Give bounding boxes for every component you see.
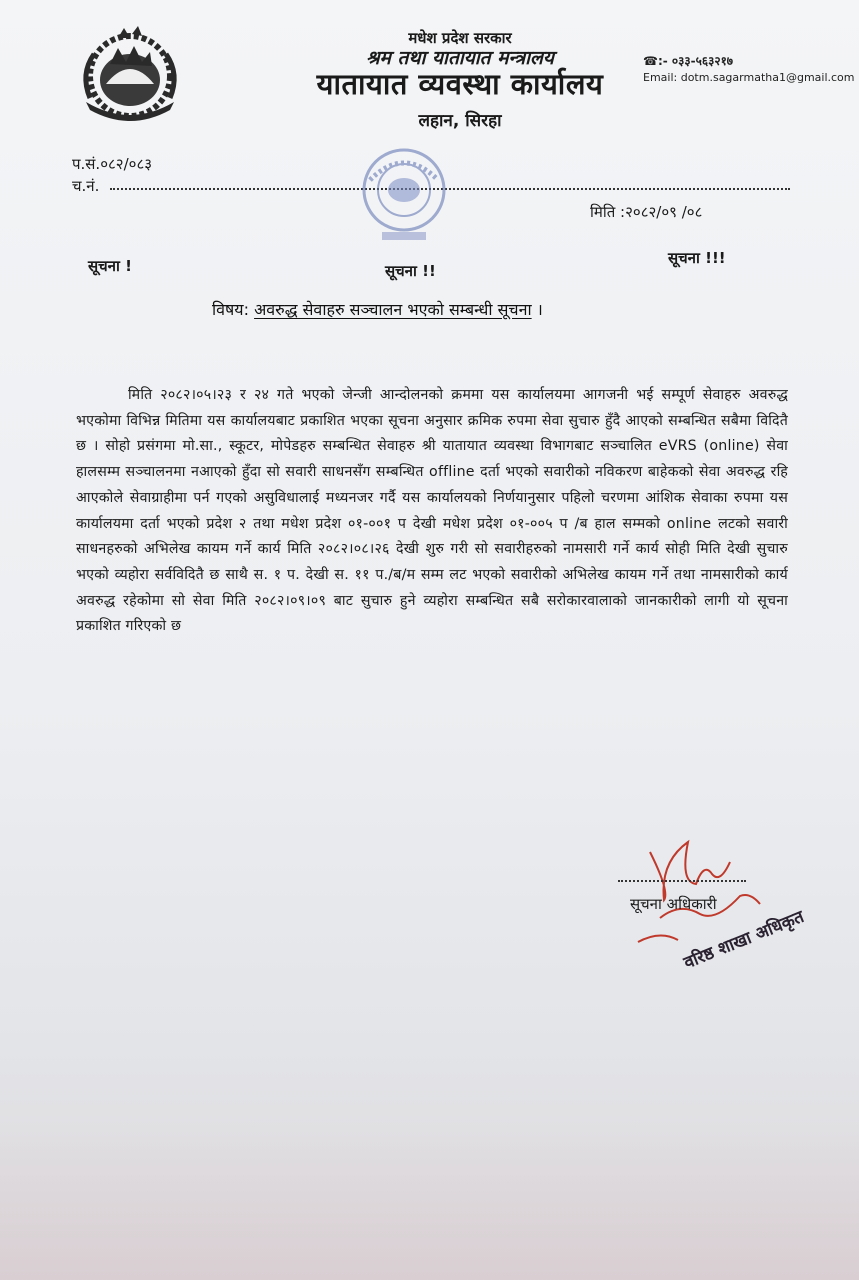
subject-text: अवरुद्ध सेवाहरु सञ्चालन भएको सम्बन्धी सूचना	[254, 300, 532, 319]
office-seal-icon	[358, 140, 450, 248]
notice-body: मिति २०८२।०५।२३ र २४ गते भएको जेन्जी आन्दोलनको क्रममा यस कार्यालयमा आगजनी भई सम्पूर्ण सेवाहरु अवरुद्ध भएकोमा विभिन्न मितिमा यस कार्यालयबाट प्रकाशित भएका सूचना अनुसार क्रमिक रुपमा सेवा सुचारु हुँदै आएको सम्बन्धित सबैमा विदितै छ । सोहो प्रसंगमा मो.सा., स्कूटर, मोपेडहरु सम्बन्धित सेवाहरु श्री यातायात व्यवस्था विभागबाट सञ्चालित eVRS (online) सेवा हालसम्म सञ्चालनमा नआएको हुँदा सो सवारी साधनसँग सम्बन्धित offline दर्ता भएको सवारीको नविकरण बाहेकको सेवा अवरुद्ध रहि आएकोले सेवाग्राहीमा पर्न गएको असुविधालाई मध्यनजर गर्दै यस कार्यालयको निर्णयानुसार पहिलो चरणमा आंशिक सेवाका रुपमा यस कार्यालयमा दर्ता भएको प्रदेश २ तथा मधेश प्रदेश ०१-००१ प देखी मधेश प्रदेश ०१-००५ प /ब हाल सम्मको online लटको सवारी साधनहरुको अभिलेख कायम गर्ने कार्य मिति २०८२।०८।२६ देखी शुरु गरी सो सवारीहरुको नामसारी गर्ने कार्य सोही मिति देखी सुचारु भएको व्यहोरा सर्वविदितै छ साथै स. १ प. देखी स. ११ प./ब/म सम्म लट भएको सवारीको अभिलेख कायम गर्ने तथा नामसारीको कार्य अवरुद्ध रहेकोमा सो सेवा मिति २०८२।०९।०९ बाट सुचारु हुने व्यहोरा सम्बन्धित सबै सरोकारवालाको जानकारीको लागी यो सूचना प्रकाशित गरिएको छ	[76, 387, 788, 635]
government-name: मधेश प्रदेश सरकार	[408, 29, 512, 47]
email-address: Email: dotm.sagarmatha1@gmail.com	[643, 71, 855, 84]
phone-number: ☎:- ०३३-५६३२१७	[643, 54, 734, 68]
subject-prefix: विषय:	[212, 300, 249, 319]
officer-stamp: वरिष्ठ शाखा अधिकृत	[681, 907, 807, 974]
page-shadow	[0, 1120, 859, 1280]
notice-heading-1: सूचना !	[88, 257, 132, 275]
notice-heading-3: सूचना !!!	[668, 249, 726, 267]
office-address: लहान, सिरहा	[418, 111, 502, 131]
subject-suffix: ।	[536, 300, 543, 319]
signatory-title: सूचना अधिकारी	[630, 895, 717, 913]
dispatch-number: च.नं.	[72, 177, 100, 195]
signature-dotted-line	[618, 880, 746, 882]
dotted-divider	[110, 188, 790, 190]
reference-number: प.सं.०८२/०८३	[72, 155, 153, 173]
nepal-emblem-icon	[66, 24, 194, 124]
issue-date: मिति :२०८२/०९ /०८	[590, 203, 703, 221]
ministry-name: श्रम तथा यातायात मन्त्रालय	[366, 47, 554, 69]
notice-heading-2: सूचना !!	[385, 262, 436, 280]
office-name: यातायात व्यवस्था कार्यालय	[316, 67, 604, 101]
subject-line	[212, 298, 543, 320]
